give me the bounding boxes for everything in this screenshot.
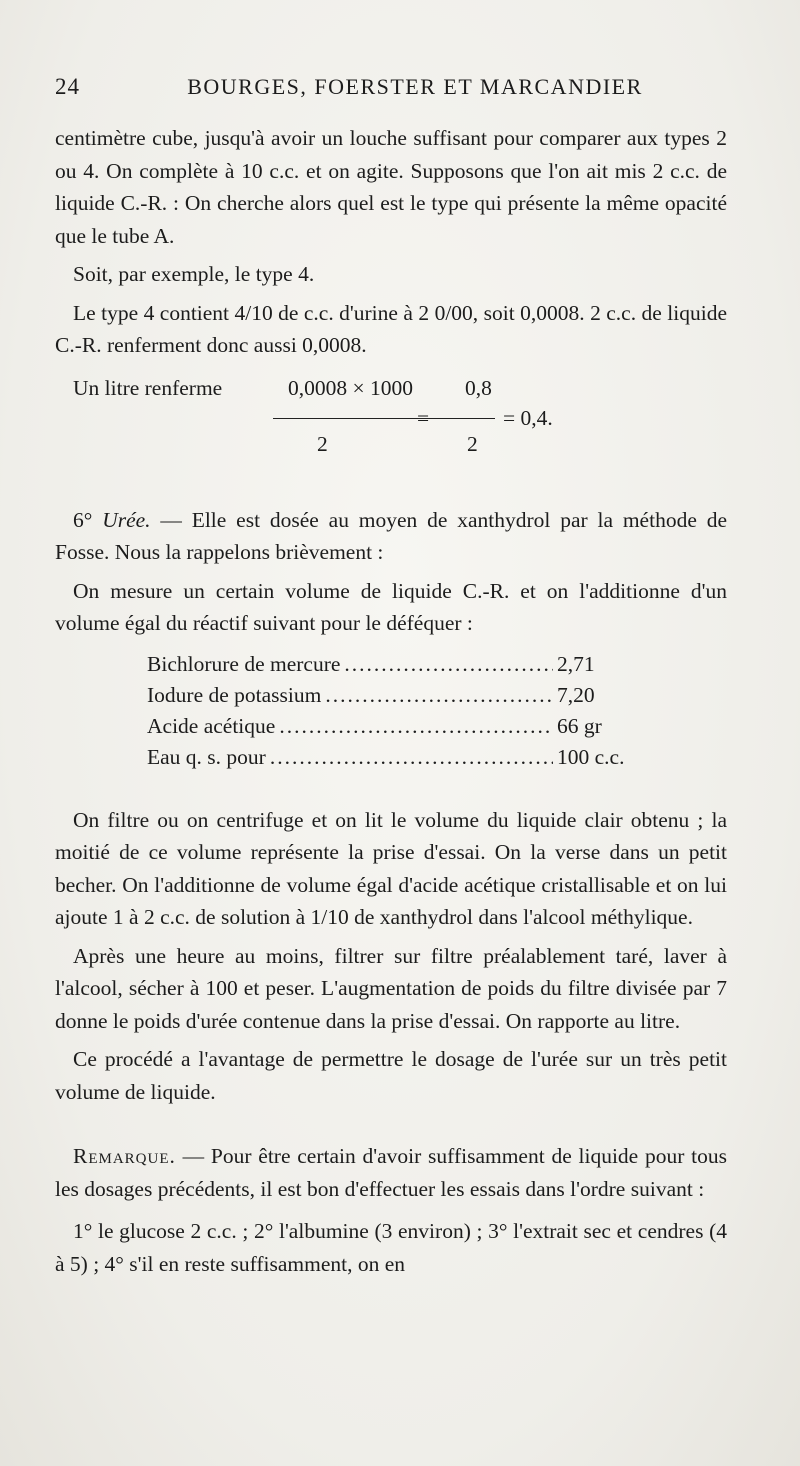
reagent-amount: 66 gr	[557, 713, 602, 738]
reagent-name: Acide acétique	[147, 713, 276, 738]
page-number: 24	[55, 74, 80, 99]
reagent-amount: 2,71	[557, 651, 595, 676]
calc-numerator-2: 0,8	[465, 375, 492, 400]
reagent-name: Iodure de potassium	[147, 682, 322, 707]
paragraph-mesure: On mesure un certain volume de liquide C.-R. et on l'additionne d'un volume égal du réactif suivant pour le déféquer :	[55, 578, 727, 635]
calculation-formula	[55, 372, 727, 472]
calc-numerator-1: 0,0008 × 1000	[288, 375, 414, 400]
paragraph-apres: Après une heure au moins, filtrer sur filtre préalablement taré, laver à l'alcool, sécher à 100 et peser. L'augmentation de poids du filtre divisée par 7 donne le poids d'urée contenue dans la prise d'essai. On rapporte au litre.	[55, 943, 727, 1033]
section-number: 6°	[73, 507, 93, 532]
calc-denominator-2: 2	[467, 431, 478, 456]
paragraph-continued: centimètre cube, jusqu'à avoir un louche suffisant pour comparer aux types 2 ou 4. On complète à 10 c.c. et on agite. Supposons que l'on ait mis 2 c.c. de liquide C.-R. : On cherche alors quel est le type qui présente la même opacité que le tube A.	[55, 126, 727, 248]
paragraph-filtre: On filtre ou on centrifuge et on lit le volume du liquide clair obtenu ; la moitié de ce volume représente la prise d'essai. On la verse dans un petit becher. On l'additionne de volume égal d'acide acétique cristallisable et on lui ajoute 1 à 2 c.c. de solution à 1/10 de xanthydrol dans l'alcool méthylique.	[55, 807, 727, 929]
reagent-name: Bichlorure de mercure	[147, 651, 341, 676]
section-title: Urée.	[102, 507, 151, 532]
paragraph-example: Soit, par exemple, le type 4.	[73, 262, 315, 286]
body-text	[55, 122, 727, 1280]
calc-denominator-1: 2	[317, 431, 328, 456]
section-intro-text: — Elle est dosée au moyen de xanthydrol par la méthode de Fosse. Nous la rappelons brièvement :	[55, 507, 727, 564]
leader-dots	[325, 679, 553, 712]
paragraph-procede: Ce procédé a l'avantage de permettre le dosage de l'urée sur un très petit volume de liquide.	[55, 1047, 727, 1104]
paragraph-remarque	[55, 1140, 727, 1205]
leader-dots	[279, 710, 553, 743]
reagent-row	[147, 741, 652, 772]
reagent-name: Eau q. s. pour	[147, 744, 266, 769]
remarque-label: Remarque.	[73, 1144, 176, 1168]
reagent-row	[147, 679, 652, 710]
remarque-text: — Pour être certain d'avoir suffisamment de liquide pour tous les dosages précédents, il est bon d'effectuer les essais dans l'ordre suivant :	[55, 1144, 727, 1201]
leader-dots	[270, 741, 553, 774]
reagent-amount: 7,20	[557, 682, 595, 707]
reagent-list	[147, 648, 652, 772]
calc-equals: =	[417, 405, 430, 430]
paragraph-ordre: 1° le glucose 2 c.c. ; 2° l'albumine (3 environ) ; 3° l'extrait sec et cendres (4 à 5) ; 4° s'il en reste suffisamment, on en	[55, 1219, 727, 1276]
paragraph-type4: Le type 4 contient 4/10 de c.c. d'urine à 2 0/00, soit 0,0008. 2 c.c. de liquide C.-R. renferment donc aussi 0,0008.	[55, 300, 727, 357]
fraction-bar-2	[445, 418, 495, 419]
calc-label: Un litre renferme	[73, 375, 223, 400]
reagent-row	[147, 710, 652, 741]
calc-result: = 0,4.	[503, 405, 553, 430]
reagent-amount: 100 c.c.	[557, 744, 625, 769]
reagent-row	[147, 648, 652, 679]
section-uree-intro	[55, 504, 727, 569]
running-head: BOURGES, FOERSTER ET MARCANDIER	[187, 74, 643, 99]
page-header	[55, 74, 745, 108]
leader-dots	[344, 648, 553, 681]
